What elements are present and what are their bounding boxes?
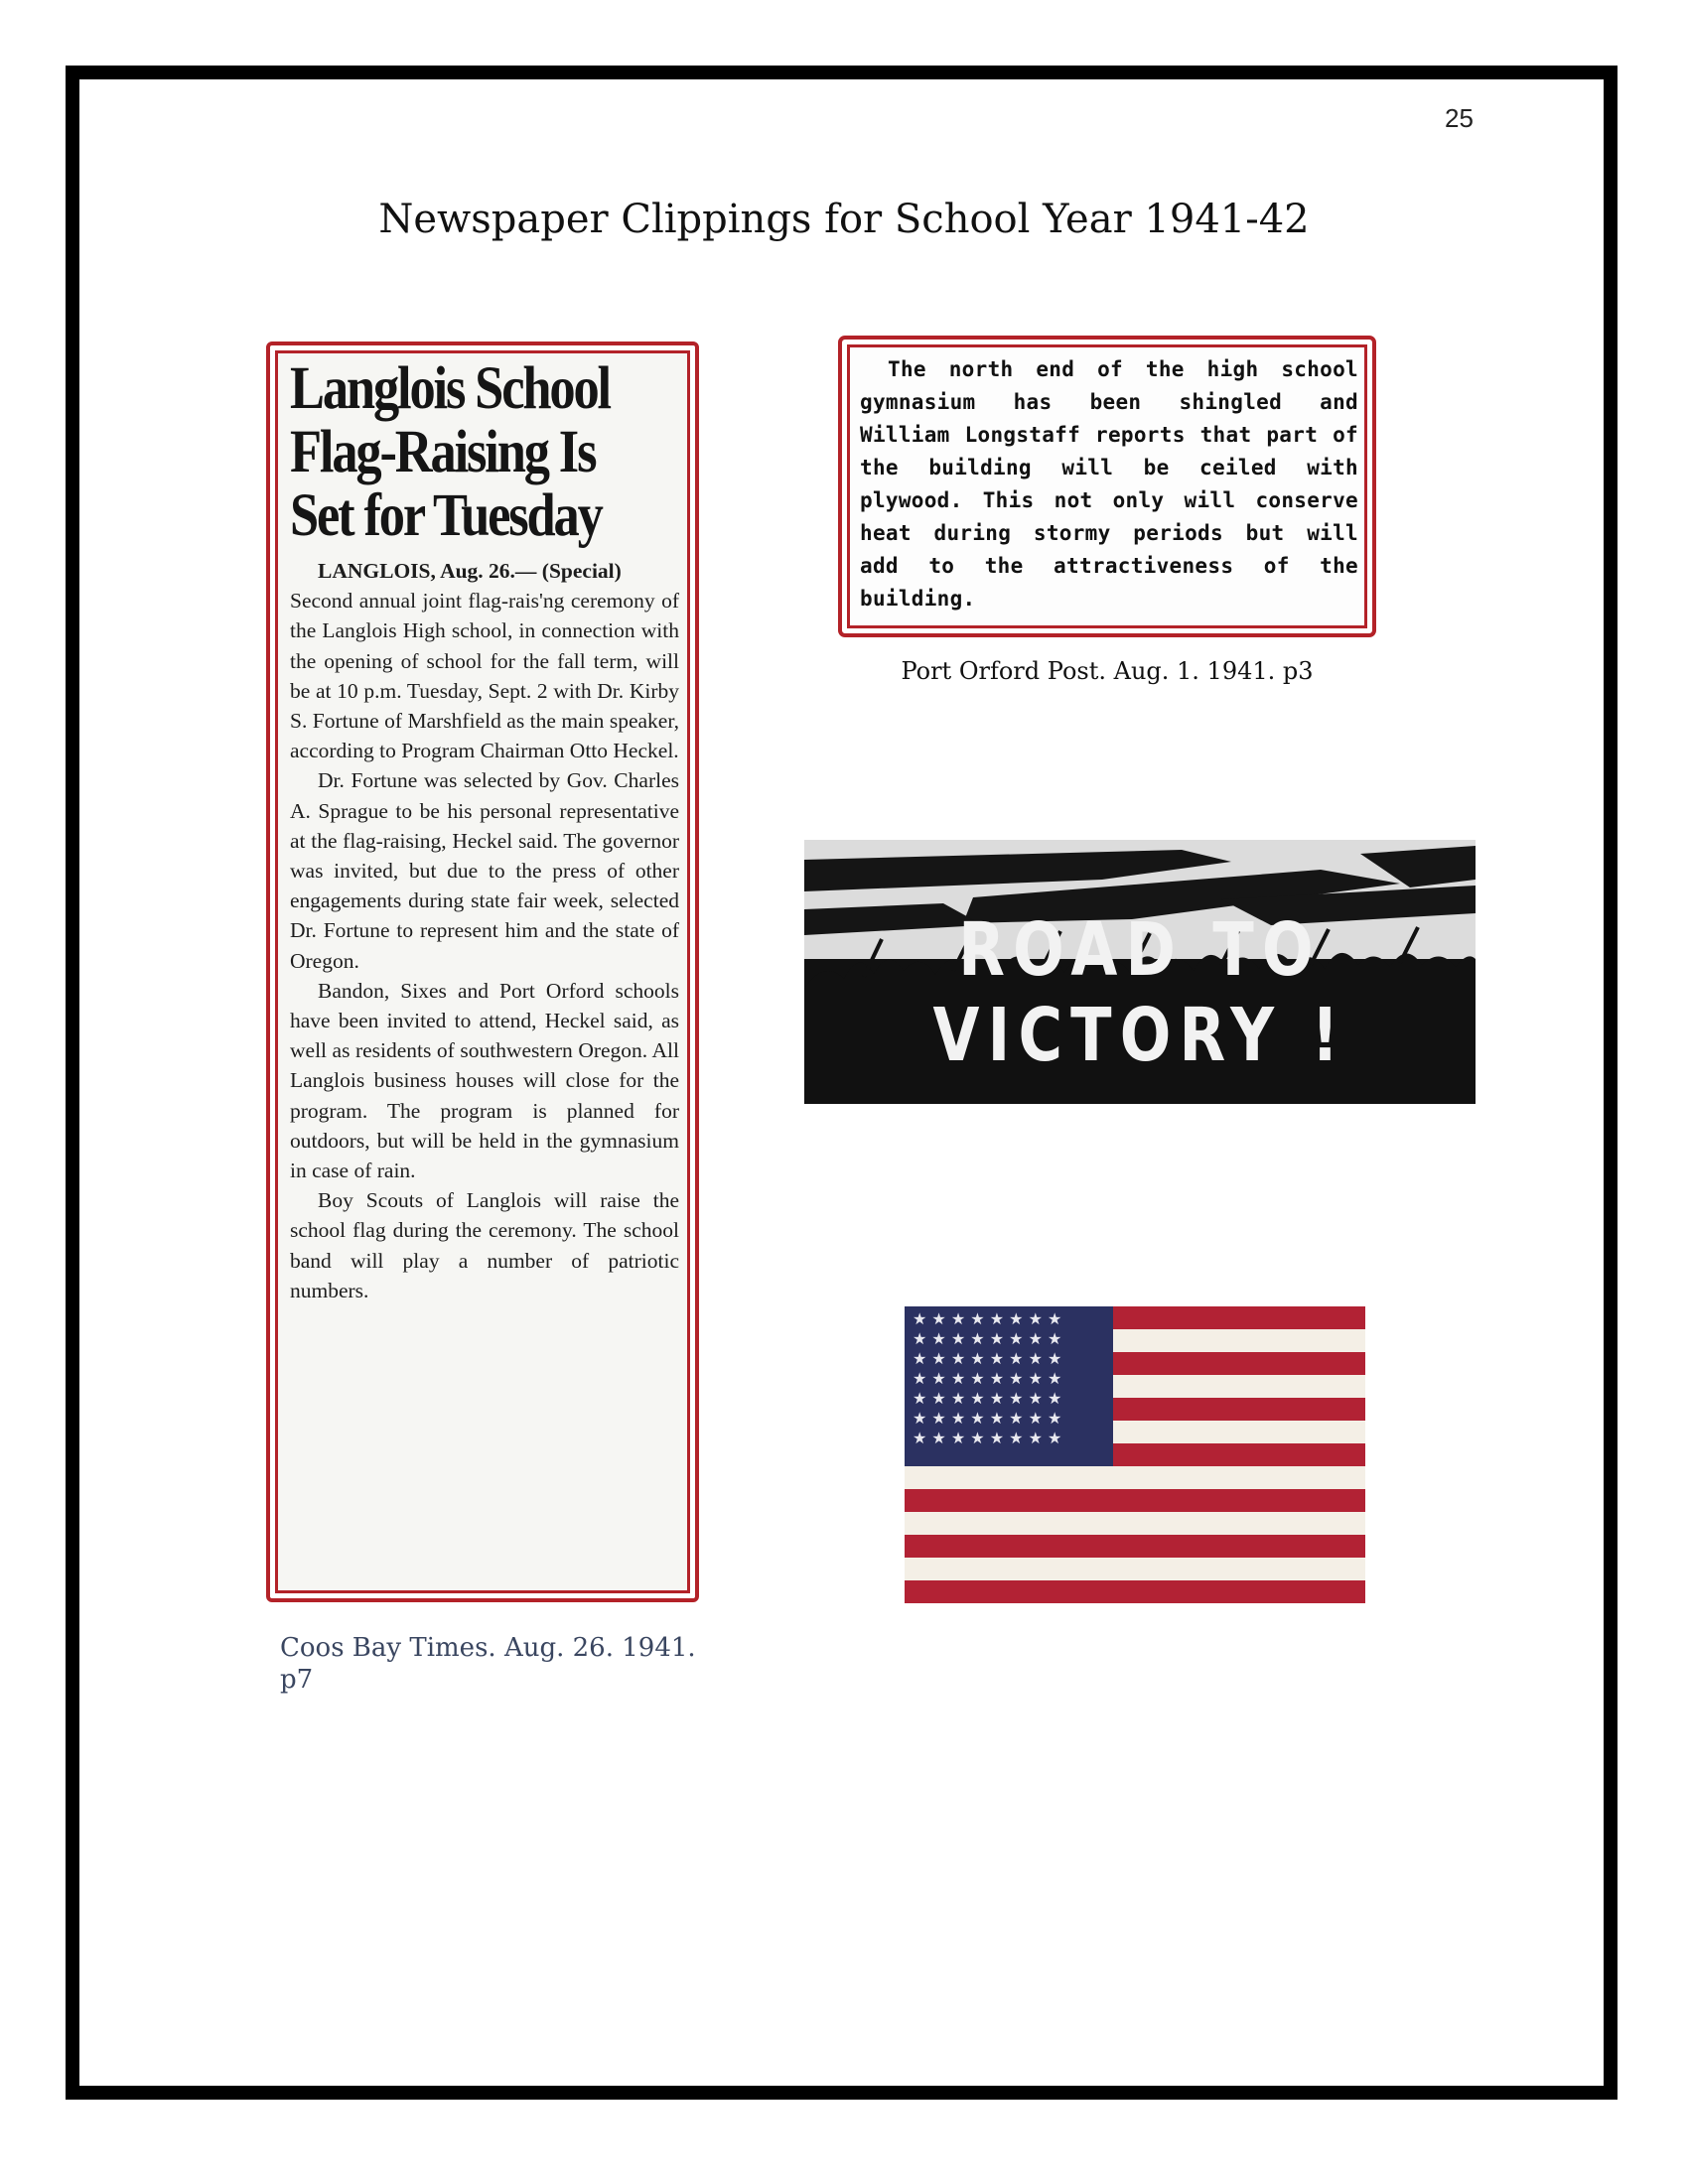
clipping-body [290,556,679,1305]
banner-text: ROAD TO VICTORY ! [932,907,1347,1078]
newspaper-clipping-gymnasium [838,336,1376,637]
page-number: 25 [1445,103,1474,133]
svg-text:★ ★ ★ ★ ★ ★ ★ ★: ★ ★ ★ ★ ★ ★ ★ ★ [913,1349,1062,1368]
svg-text:★ ★ ★ ★ ★ ★ ★ ★: ★ ★ ★ ★ ★ ★ ★ ★ [913,1409,1062,1428]
svg-text:★ ★ ★ ★ ★ ★ ★ ★: ★ ★ ★ ★ ★ ★ ★ ★ [913,1309,1062,1328]
svg-text:★ ★ ★ ★ ★ ★ ★ ★: ★ ★ ★ ★ ★ ★ ★ ★ [913,1329,1062,1348]
svg-text:★ ★ ★ ★ ★ ★ ★ ★: ★ ★ ★ ★ ★ ★ ★ ★ [913,1369,1062,1388]
clipping-headline [290,357,690,548]
newspaper-clipping-langlois [266,341,699,1602]
us-flag-icon [905,1306,1365,1603]
headline-line: Set for Tuesday [290,482,602,549]
road-to-victory-banner [804,840,1476,1104]
svg-text:★ ★ ★ ★ ★ ★ ★ ★: ★ ★ ★ ★ ★ ★ ★ ★ [913,1389,1062,1408]
american-flag-image [905,1306,1365,1603]
clipping-notice-text: The north end of the high school gymnasium has been shingled and William Longstaff reports that part of the building will be ceiled with plywood. This not only will conserve heat during stormy periods but will add to the attractiveness of the building. [860,357,1358,611]
clipping-paragraph: Boy Scouts of Langlois will raise the school flag during the ceremony. The school band will play a number of patriotic numbers. [290,1188,679,1302]
headline-line: Langlois School [290,355,610,422]
clipping-dateline: LANGLOIS, Aug. 26.— (Special) [318,559,622,583]
caption-coos-bay-times: Coos Bay Times. Aug. 26. 1941. p7 [280,1633,696,1695]
svg-text:★ ★ ★ ★ ★ ★ ★ ★: ★ ★ ★ ★ ★ ★ ★ ★ [913,1429,1062,1447]
clipping-paragraph: Dr. Fortune was selected by Gov. Charles A. Sprague to be his personal representative at the flag-raising, Heckel said. The governor was invited, but due to the press of other engagements during state fair week, selected Dr. Fortune to represent him and the state of Oregon. [290,768,679,973]
clipping-paragraph: Second annual joint flag-rais'ng ceremony of the Langlois High school, in connection with the opening of school for the fall term, will be at 10 p.m. Tuesday, Sept. 2 with Dr. Kirby S. Fortune of Marshfield as the main speaker, according to Program Chairman Otto Heckel. [290,589,679,763]
clipping-paragraph: Bandon, Sixes and Port Orford schools have been invited to attend, Heckel said, as well as residents of southwestern Oregon. All Langlois business houses will close for the program. The program is planned for outdoors, but will be held in the gymnasium in case of rain. [290,978,679,1183]
page-title: Newspaper Clippings for School Year 1941-42 [378,197,1310,242]
headline-line: Flag-Raising Is [290,419,596,485]
caption-port-orford-post: Port Orford Post. Aug. 1. 1941. p3 [901,657,1314,685]
